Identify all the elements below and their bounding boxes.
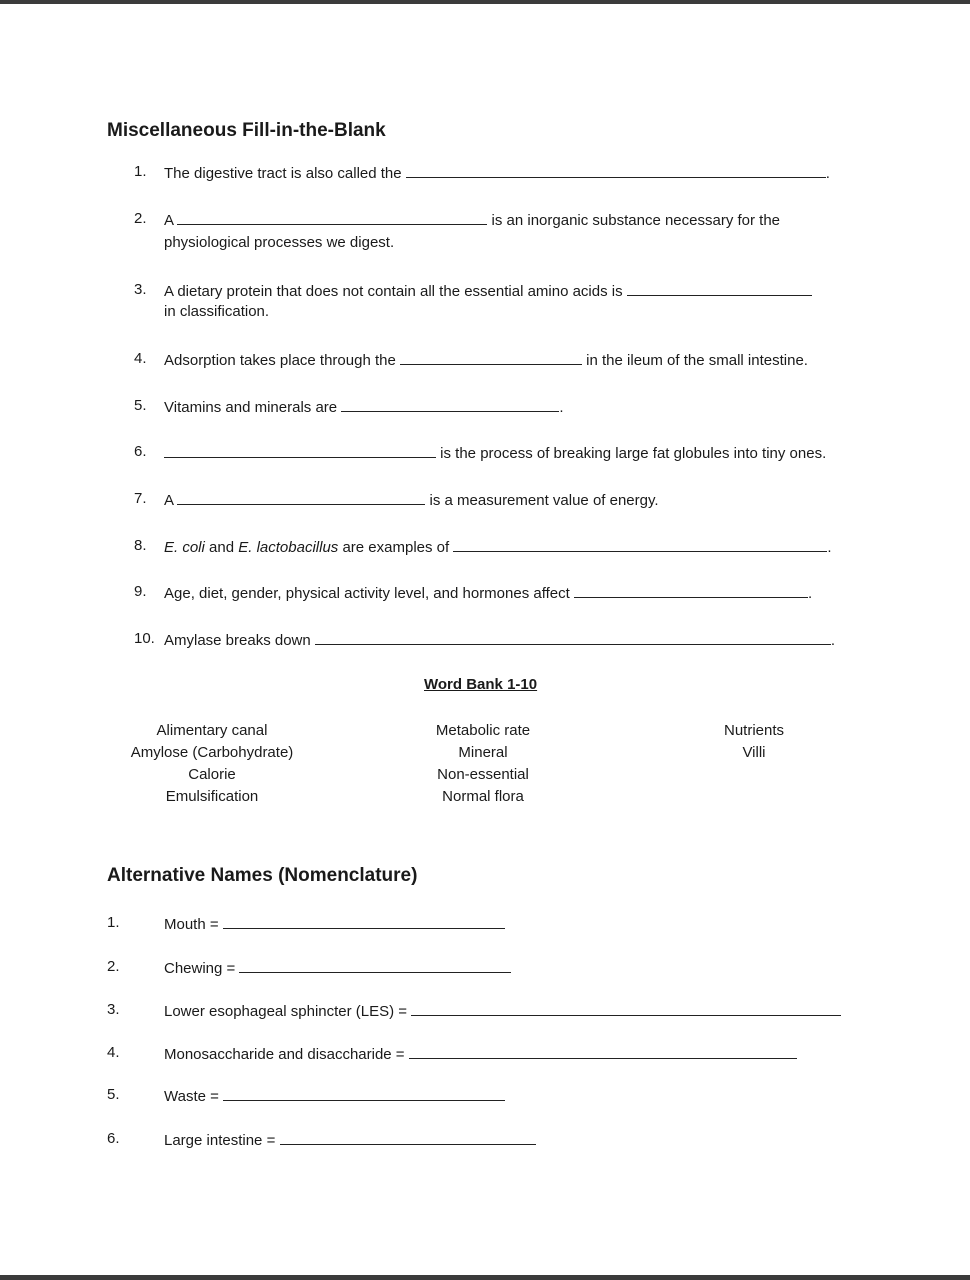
italic-term: E. coli	[164, 539, 205, 556]
question-text: is the process of breaking large fat globules into tiny ones.	[440, 445, 827, 462]
period: .	[830, 632, 836, 649]
item-number: 2.	[107, 958, 120, 975]
word-bank-column-2	[383, 720, 583, 808]
item-number: 3.	[107, 1001, 120, 1018]
item-number: 4.	[107, 1044, 120, 1061]
answer-blank[interactable]	[627, 281, 812, 296]
word-bank-term: Normal flora	[442, 788, 524, 805]
section-title-nomenclature: Alternative Names (Nomenclature)	[107, 865, 418, 886]
question-text: Adsorption takes place through the	[164, 352, 396, 369]
nomenclature-item-4	[164, 1044, 797, 1064]
answer-blank[interactable]	[223, 914, 505, 929]
answer-blank[interactable]	[341, 397, 559, 412]
word-bank-term: Calorie	[188, 766, 236, 783]
item-label: Monosaccharide and disaccharide =	[164, 1046, 405, 1063]
word-bank-term: Alimentary canal	[156, 722, 268, 739]
nomenclature-item-2	[164, 958, 511, 978]
question-text: A	[164, 492, 174, 509]
word-bank-term: Nutrients	[723, 722, 785, 739]
question-number: 10.	[134, 630, 155, 647]
period: .	[827, 539, 832, 556]
word-bank-term: Villi	[742, 744, 766, 761]
question-text-line2: in classification.	[164, 303, 270, 320]
word-bank-term: Amylose (Carbohydrate)	[130, 744, 294, 761]
question-number: 2.	[134, 210, 147, 227]
item-number: 1.	[107, 914, 120, 931]
answer-blank[interactable]	[239, 958, 511, 973]
question-10	[164, 630, 835, 650]
question-text: Amylase breaks down	[164, 632, 311, 649]
item-label: Lower esophageal sphincter (LES) =	[164, 1003, 408, 1020]
answer-blank[interactable]	[177, 210, 487, 225]
answer-blank[interactable]	[223, 1086, 505, 1101]
question-number: 6.	[134, 443, 147, 460]
question-text: Age, diet, gender, physical activity level, and hormones affect	[164, 585, 570, 602]
question-text: Vitamins and minerals are	[164, 399, 338, 416]
question-text: is an inorganic substance necessary for the	[491, 212, 781, 229]
item-number: 5.	[107, 1086, 120, 1103]
question-9	[164, 583, 812, 603]
period: .	[825, 165, 830, 182]
question-7	[164, 490, 659, 510]
item-number: 6.	[107, 1130, 120, 1147]
question-number: 3.	[134, 281, 147, 298]
answer-blank[interactable]	[177, 490, 425, 505]
nomenclature-item-1	[164, 914, 505, 934]
item-label: Large intestine =	[164, 1132, 276, 1149]
nomenclature-item-5	[164, 1086, 505, 1106]
question-number: 8.	[134, 537, 147, 554]
question-text: is a measurement value of energy.	[429, 492, 659, 509]
answer-blank[interactable]	[406, 163, 826, 178]
item-label: Chewing =	[164, 960, 236, 977]
question-2	[164, 210, 780, 230]
answer-blank[interactable]	[280, 1130, 536, 1145]
word-bank-term: Mineral	[458, 744, 508, 761]
question-5	[164, 397, 563, 417]
nomenclature-item-6	[164, 1130, 536, 1150]
question-8	[164, 537, 832, 557]
question-number: 1.	[134, 163, 147, 180]
item-label: Waste =	[164, 1088, 219, 1105]
question-text: in the ileum of the small intestine.	[586, 352, 808, 369]
question-3	[164, 281, 812, 301]
word-bank-column-1	[92, 720, 332, 808]
period: .	[807, 585, 813, 602]
word-bank-title: Word Bank 1-10	[424, 676, 538, 693]
answer-blank[interactable]	[574, 583, 808, 598]
question-text: are examples of	[338, 539, 450, 556]
italic-term: E. lactobacillus	[238, 539, 339, 556]
question-number: 7.	[134, 490, 147, 507]
word-bank-term: Emulsification	[165, 788, 259, 805]
question-number: 5.	[134, 397, 147, 414]
answer-blank[interactable]	[409, 1044, 797, 1059]
question-text: The digestive tract is also called the	[164, 165, 402, 182]
nomenclature-item-3	[164, 1001, 841, 1021]
question-text: and	[204, 539, 239, 556]
question-4	[164, 350, 808, 370]
answer-blank[interactable]	[411, 1001, 841, 1016]
question-text: A dietary protein that does not contain all the essential amino acids is	[164, 283, 623, 300]
question-text-line2: physiological processes we digest.	[164, 234, 395, 251]
bottom-border	[0, 1275, 970, 1280]
answer-blank[interactable]	[400, 350, 582, 365]
top-border	[0, 0, 970, 4]
question-number: 4.	[134, 350, 147, 367]
period: .	[559, 399, 564, 416]
section-title-fill-in-blank: Miscellaneous Fill-in-the-Blank	[107, 120, 386, 141]
word-bank-term: Non-essential	[437, 766, 529, 783]
question-number: 9.	[134, 583, 147, 600]
question-6	[164, 443, 826, 463]
word-bank-term: Metabolic rate	[435, 722, 531, 739]
question-1	[164, 163, 830, 183]
question-text: A	[164, 212, 174, 229]
answer-blank[interactable]	[164, 443, 436, 458]
item-label: Mouth =	[164, 916, 219, 933]
answer-blank[interactable]	[315, 630, 831, 645]
word-bank-column-3	[674, 720, 834, 764]
answer-blank[interactable]	[453, 537, 827, 552]
